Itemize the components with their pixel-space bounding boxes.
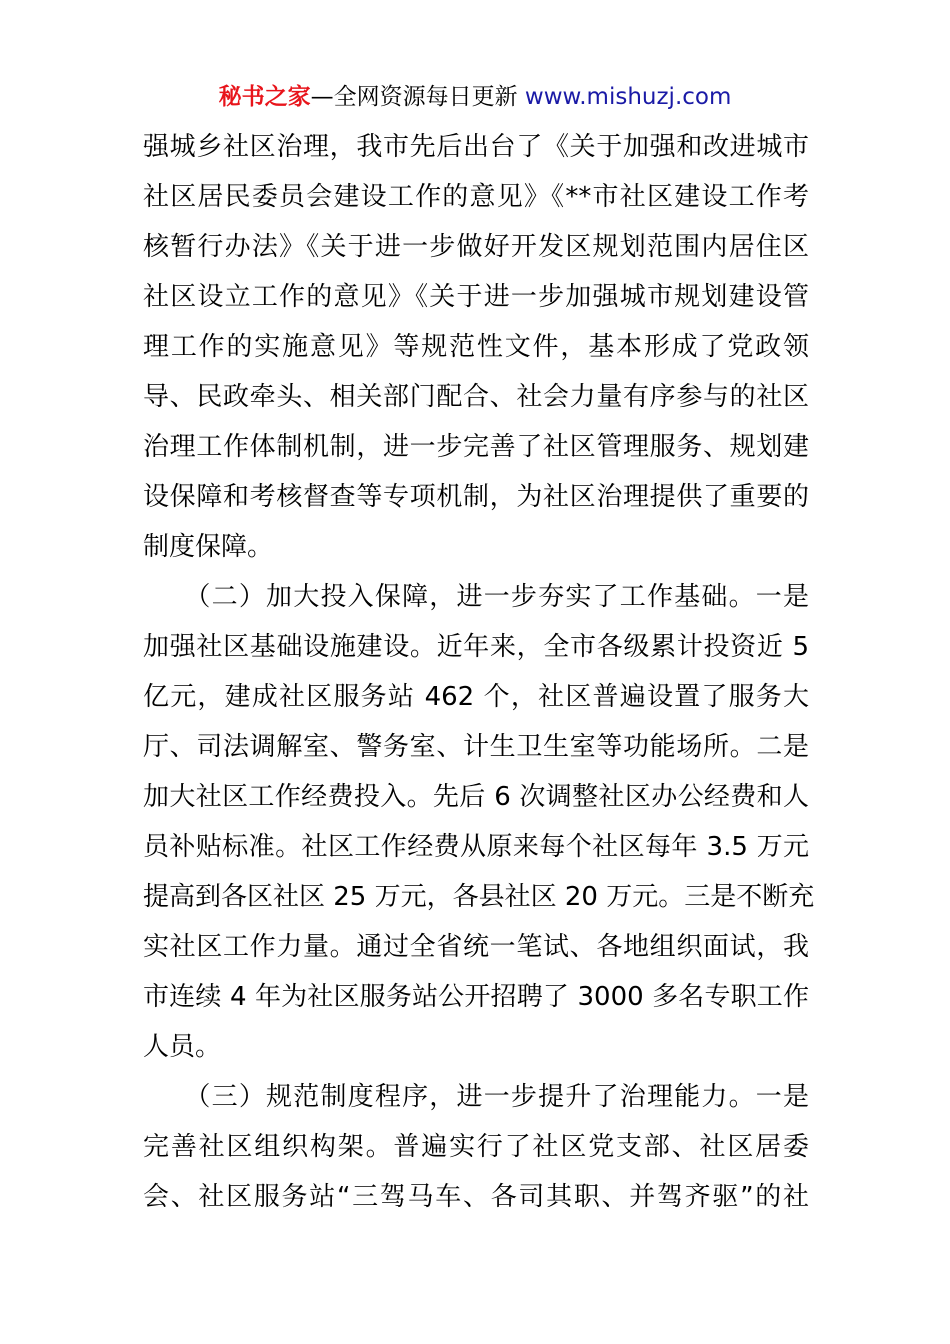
text-line: 理工作的实施意见》等规范性文件，基本形成了党政领: [143, 332, 809, 362]
text-line: 社区居民委员会建设工作的意见》《**市社区建设工作考: [143, 182, 809, 212]
text-line: 社区设立工作的意见》《关于进一步加强城市规划建设管: [143, 282, 809, 312]
text-line: 市连续 4 年为社区服务站公开招聘了 3000 多名专职工作: [143, 982, 809, 1012]
text-line: 厅、司法调解室、警务室、计生卫生室等功能场所。二是: [143, 732, 809, 762]
section-heading-line: （三）规范制度程序，进一步提升了治理能力。一是: [143, 1082, 809, 1112]
text-line: 设保障和考核督查等专项机制，为社区治理提供了重要的: [143, 482, 809, 512]
brand-name: 秘书之家: [218, 84, 311, 110]
text-line: 治理工作体制机制，进一步完善了社区管理服务、规划建: [143, 432, 809, 462]
text-line: 强城乡社区治理，我市先后出台了《关于加强和改进城市: [143, 132, 809, 162]
text-line: 加强社区基础设施建设。近年来，全市各级累计投资近 5: [143, 632, 809, 662]
site-header: [0, 80, 950, 114]
text-line: 人员。: [143, 1032, 222, 1062]
section-heading-line: （二）加大投入保障，进一步夯实了工作基础。一是: [143, 582, 809, 612]
text-line: 实社区工作力量。通过全省统一笔试、各地组织面试，我: [143, 932, 809, 962]
text-line: 亿元，建成社区服务站 462 个，社区普遍设置了服务大: [143, 682, 809, 712]
text-line: 导、民政牵头、相关部门配合、社会力量有序参与的社区: [143, 382, 809, 412]
text-line: 完善社区组织构架。普遍实行了社区党支部、社区居委: [143, 1132, 809, 1162]
text-line: 核暂行办法》《关于进一步做好开发区规划范围内居住区: [143, 232, 809, 262]
text-line: 会、社区服务站“三驾马车、各司其职、并驾齐驱”的社: [143, 1182, 809, 1212]
text-line: 员补贴标准。社区工作经费从原来每个社区每年 3.5 万元: [143, 832, 809, 862]
text-line: 提高到各区社区 25 万元，各县社区 20 万元。三是不断充: [143, 882, 815, 912]
text-line: 加大社区工作经费投入。先后 6 次调整社区办公经费和人: [143, 782, 809, 812]
site-url[interactable]: www.mishuzj.com: [524, 84, 732, 110]
header-tagline: —全网资源每日更新: [310, 84, 518, 110]
text-line: 制度保障。: [143, 532, 274, 562]
document-body: [143, 122, 815, 1222]
